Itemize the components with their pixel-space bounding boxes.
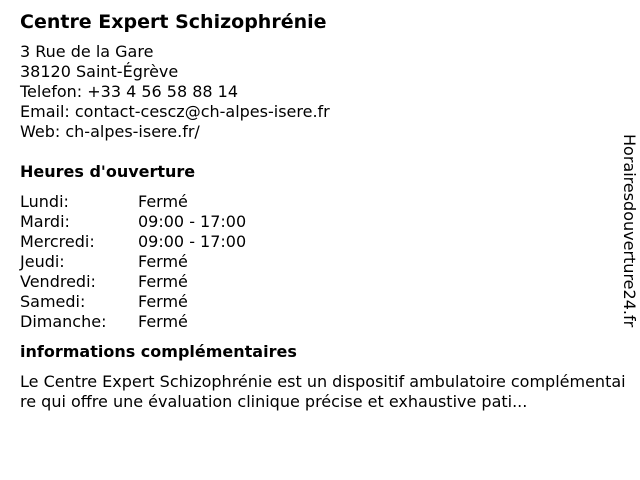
email-line: Email: contact-cescz@ch-alpes-isere.fr bbox=[20, 102, 330, 121]
hours-day: Jeudi: bbox=[20, 252, 65, 271]
hours-row bbox=[20, 292, 632, 312]
business-card bbox=[20, 10, 632, 412]
web-line: Web: ch-alpes-isere.fr/ bbox=[20, 122, 200, 141]
hours-row bbox=[20, 252, 632, 272]
hours-day: Samedi: bbox=[20, 292, 86, 311]
hours-day: Mercredi: bbox=[20, 232, 95, 251]
hours-time: Fermé bbox=[138, 292, 188, 311]
hours-row bbox=[20, 192, 632, 212]
phone-line: Telefon: +33 4 56 58 88 14 bbox=[20, 82, 239, 101]
hours-row bbox=[20, 312, 632, 332]
hours-time: 09:00 - 17:00 bbox=[138, 212, 247, 231]
hours-time: Fermé bbox=[138, 192, 188, 211]
hours-row bbox=[20, 232, 632, 252]
opening-hours-heading: Heures d'ouverture bbox=[20, 162, 196, 181]
business-name: Centre Expert Schizophrénie bbox=[20, 11, 327, 33]
hours-day: Lundi: bbox=[20, 192, 69, 211]
address-city: 38120 Saint-Égrève bbox=[20, 62, 179, 81]
hours-row bbox=[20, 212, 632, 232]
additional-info-text: Le Centre Expert Schizophrénie est un dispositif ambulatoire complémentaire qui offre une évaluation clinique précise et exhaustive pati... bbox=[20, 372, 626, 411]
hours-row bbox=[20, 272, 632, 292]
hours-time: Fermé bbox=[138, 272, 188, 291]
hours-time: Fermé bbox=[138, 252, 188, 271]
address-street: 3 Rue de la Gare bbox=[20, 42, 154, 61]
hours-day: Vendredi: bbox=[20, 272, 96, 291]
additional-info-heading: informations complémentaires bbox=[20, 342, 297, 361]
opening-hours-table bbox=[20, 192, 632, 332]
watermark-text: Horairesdouverture24.fr bbox=[620, 134, 639, 328]
hours-day: Dimanche: bbox=[20, 312, 107, 331]
hours-day: Mardi: bbox=[20, 212, 70, 231]
hours-time: Fermé bbox=[138, 312, 188, 331]
hours-time: 09:00 - 17:00 bbox=[138, 232, 247, 251]
